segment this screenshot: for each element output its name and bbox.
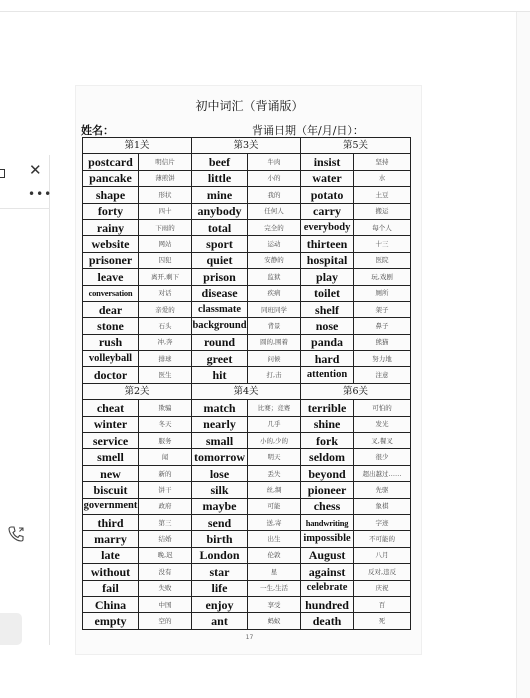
level-header: 第3关 xyxy=(192,138,301,154)
chinese-meaning: 医生 xyxy=(139,367,192,383)
english-word: forty xyxy=(83,203,139,219)
english-word: beyond xyxy=(301,465,354,481)
table-row xyxy=(83,498,411,514)
chinese-meaning: 囚犯 xyxy=(139,252,192,268)
name-field xyxy=(81,122,152,138)
english-word: death xyxy=(301,613,354,629)
chinese-meaning: 离开,剩下 xyxy=(139,269,192,285)
chinese-meaning: 对话 xyxy=(139,285,192,301)
level-header: 第4关 xyxy=(192,383,301,399)
table-row xyxy=(83,285,411,301)
chinese-meaning: 政府 xyxy=(139,498,192,514)
english-word: hard xyxy=(301,351,354,367)
scrollbar[interactable] xyxy=(516,12,530,698)
vocabulary-table xyxy=(82,137,411,630)
chinese-meaning: 疾病 xyxy=(248,285,301,301)
chinese-meaning: 我的 xyxy=(248,187,301,203)
english-word: beef xyxy=(192,154,248,170)
chinese-meaning: 发光 xyxy=(354,416,411,432)
chinese-meaning: 完全的 xyxy=(248,219,301,235)
chinese-meaning: 没有 xyxy=(139,564,192,580)
english-word: little xyxy=(192,170,248,186)
phone-call-icon[interactable] xyxy=(7,525,25,543)
table-row xyxy=(83,252,411,268)
english-word: silk xyxy=(192,482,248,498)
english-word: total xyxy=(192,219,248,235)
table-row xyxy=(83,236,411,252)
chinese-meaning: 几乎 xyxy=(248,416,301,432)
chinese-meaning: 叉,餐叉 xyxy=(354,433,411,449)
table-row xyxy=(83,613,411,629)
chinese-meaning: 明天 xyxy=(248,449,301,465)
chinese-meaning: 形状 xyxy=(139,187,192,203)
table-row xyxy=(83,596,411,612)
chinese-meaning: 医院 xyxy=(354,252,411,268)
chinese-meaning: 安静的 xyxy=(248,252,301,268)
english-word: stone xyxy=(83,318,139,334)
table-row xyxy=(83,154,411,170)
table-row xyxy=(83,449,411,465)
chinese-meaning: 晚,迟 xyxy=(139,547,192,563)
english-word: without xyxy=(83,564,139,580)
chinese-meaning: 出生 xyxy=(248,531,301,547)
chinese-meaning: 亲爱的 xyxy=(139,301,192,317)
english-word: prisoner xyxy=(83,252,139,268)
english-word: biscuit xyxy=(83,482,139,498)
english-word: fork xyxy=(301,433,354,449)
english-word: hit xyxy=(192,367,248,383)
table-row xyxy=(83,514,411,530)
english-word: late xyxy=(83,547,139,563)
chinese-meaning: 不可能的 xyxy=(354,531,411,547)
english-word: leave xyxy=(83,269,139,285)
english-word: classmate xyxy=(192,301,248,317)
table-row xyxy=(83,301,411,317)
english-word: attention xyxy=(301,367,354,383)
english-word: round xyxy=(192,334,248,350)
table-row xyxy=(83,482,411,498)
english-word: nearly xyxy=(192,416,248,432)
chinese-meaning: 运动 xyxy=(248,236,301,252)
chinese-meaning: 石头 xyxy=(139,318,192,334)
table-row xyxy=(83,351,411,367)
panel-action-button[interactable] xyxy=(0,613,22,645)
chinese-meaning: 任何人 xyxy=(248,203,301,219)
chinese-meaning: 打,击 xyxy=(248,367,301,383)
chinese-meaning: 星 xyxy=(248,564,301,580)
english-word: website xyxy=(83,236,139,252)
table-row xyxy=(83,219,411,235)
table-row xyxy=(83,416,411,432)
chinese-meaning: 土豆 xyxy=(354,187,411,203)
english-word: anybody xyxy=(192,203,248,219)
english-word: August xyxy=(301,547,354,563)
english-word: dear xyxy=(83,301,139,317)
chinese-meaning: 冲,奔 xyxy=(139,334,192,350)
english-word: everybody xyxy=(301,219,354,235)
date-label: 背诵日期（年/月/日）： xyxy=(252,124,364,137)
chinese-meaning: 一生,生活 xyxy=(248,580,301,596)
chinese-meaning: 第三 xyxy=(139,514,192,530)
english-word: chess xyxy=(301,498,354,514)
chinese-meaning: 冬天 xyxy=(139,416,192,432)
level-header: 第6关 xyxy=(301,383,411,399)
chinese-meaning: 监狱 xyxy=(248,269,301,285)
chinese-meaning: 牛肉 xyxy=(248,154,301,170)
chinese-meaning: 努力地 xyxy=(354,351,411,367)
english-word: terrible xyxy=(301,400,354,416)
english-word: maybe xyxy=(192,498,248,514)
chinese-meaning: 十三 xyxy=(354,236,411,252)
table-row xyxy=(83,564,411,580)
chinese-meaning: 闻 xyxy=(139,449,192,465)
chinese-meaning: 超出越过…… xyxy=(354,465,411,481)
chinese-meaning: 每个人 xyxy=(354,219,411,235)
english-word: panda xyxy=(301,334,354,350)
chinese-meaning: 字迹 xyxy=(354,514,411,530)
chinese-meaning: 丝,绸 xyxy=(248,482,301,498)
top-toolbar xyxy=(0,0,530,12)
english-word: service xyxy=(83,433,139,449)
chinese-meaning: 明信片 xyxy=(139,154,192,170)
side-panel xyxy=(0,155,53,645)
date-field xyxy=(252,122,402,138)
english-word: smell xyxy=(83,449,139,465)
english-word: shape xyxy=(83,187,139,203)
english-word: shelf xyxy=(301,301,354,317)
english-word: China xyxy=(83,596,139,612)
chinese-meaning: 问候 xyxy=(248,351,301,367)
chinese-meaning: 小的 xyxy=(248,170,301,186)
chinese-meaning: 同班同学 xyxy=(248,301,301,317)
chinese-meaning: 饼干 xyxy=(139,482,192,498)
english-word: rainy xyxy=(83,219,139,235)
chinese-meaning: 反对,违反 xyxy=(354,564,411,580)
chinese-meaning: 搬运 xyxy=(354,203,411,219)
chinese-meaning: 新的 xyxy=(139,465,192,481)
table-row xyxy=(83,531,411,547)
chinese-meaning: 注意 xyxy=(354,367,411,383)
chinese-meaning: 架子 xyxy=(354,301,411,317)
table-row xyxy=(83,187,411,203)
english-word: carry xyxy=(301,203,354,219)
english-word: London xyxy=(192,547,248,563)
chinese-meaning: 水 xyxy=(354,170,411,186)
english-word: greet xyxy=(192,351,248,367)
english-word: play xyxy=(301,269,354,285)
chinese-meaning: 坚持 xyxy=(354,154,411,170)
english-word: pancake xyxy=(83,170,139,186)
english-word: hospital xyxy=(301,252,354,268)
english-word: empty xyxy=(83,613,139,629)
english-word: prison xyxy=(192,269,248,285)
english-word: enjoy xyxy=(192,596,248,612)
chinese-meaning: 小的,少的 xyxy=(248,433,301,449)
chinese-meaning: 死 xyxy=(354,613,411,629)
table-row xyxy=(83,465,411,481)
english-word: conversation xyxy=(83,285,139,301)
english-word: doctor xyxy=(83,367,139,383)
english-word: quiet xyxy=(192,252,248,268)
name-label: 姓名： xyxy=(81,124,114,137)
english-word: send xyxy=(192,514,248,530)
english-word: pioneer xyxy=(301,482,354,498)
english-word: postcard xyxy=(83,154,139,170)
english-word: celebrate xyxy=(301,580,354,596)
english-word: ant xyxy=(192,613,248,629)
english-word: cheat xyxy=(83,400,139,416)
document-title: 初中词汇（背诵版） xyxy=(195,99,304,113)
chinese-meaning: 失败 xyxy=(139,580,192,596)
section-header-row xyxy=(83,138,411,154)
close-icon[interactable]: ✕ xyxy=(29,161,42,179)
chinese-meaning: 背景 xyxy=(248,318,301,334)
table-row xyxy=(83,334,411,350)
english-word: impossible xyxy=(301,531,354,547)
chinese-meaning: 象棋 xyxy=(354,498,411,514)
chinese-meaning: 玩,戏剧 xyxy=(354,269,411,285)
english-word: fail xyxy=(83,580,139,596)
english-word: nose xyxy=(301,318,354,334)
english-word: mine xyxy=(192,187,248,203)
document-page xyxy=(75,85,422,655)
table-row xyxy=(83,203,411,219)
english-word: toilet xyxy=(301,285,354,301)
table-row xyxy=(83,269,411,285)
english-word: shine xyxy=(301,416,354,432)
chinese-meaning: 服务 xyxy=(139,433,192,449)
page-number: 17 xyxy=(245,634,254,641)
chinese-meaning: 百 xyxy=(354,596,411,612)
english-word: hundred xyxy=(301,596,354,612)
chinese-meaning: 欺骗 xyxy=(139,400,192,416)
chinese-meaning: 很少 xyxy=(354,449,411,465)
chinese-meaning: 中国 xyxy=(139,596,192,612)
chinese-meaning: 先驱 xyxy=(354,482,411,498)
english-word: small xyxy=(192,433,248,449)
chinese-meaning: 网站 xyxy=(139,236,192,252)
table-row xyxy=(83,400,411,416)
level-header: 第2关 xyxy=(83,383,192,399)
chinese-meaning: 比赛；竞赛 xyxy=(248,400,301,416)
chinese-meaning: 送,寄 xyxy=(248,514,301,530)
english-word: handwriting xyxy=(301,514,354,530)
chinese-meaning: 四十 xyxy=(139,203,192,219)
english-word: tomorrow xyxy=(192,449,248,465)
chinese-meaning: 蚂蚁 xyxy=(248,613,301,629)
more-options-icon[interactable]: ••• xyxy=(28,187,53,201)
english-word: match xyxy=(192,400,248,416)
chinese-meaning: 薄煎饼 xyxy=(139,170,192,186)
english-word: new xyxy=(83,465,139,481)
table-row xyxy=(83,433,411,449)
chinese-meaning: 空的 xyxy=(139,613,192,629)
chinese-meaning: 熊猫 xyxy=(354,334,411,350)
table-row xyxy=(83,367,411,383)
english-word: star xyxy=(192,564,248,580)
restore-window-icon[interactable] xyxy=(0,165,10,185)
english-word: seldom xyxy=(301,449,354,465)
chinese-meaning: 结婚 xyxy=(139,531,192,547)
section-header-row xyxy=(83,383,411,399)
chinese-meaning: 享受 xyxy=(248,596,301,612)
chinese-meaning: 八月 xyxy=(354,547,411,563)
table-row xyxy=(83,170,411,186)
level-header: 第5关 xyxy=(301,138,411,154)
english-word: thirteen xyxy=(301,236,354,252)
table-row xyxy=(83,318,411,334)
chinese-meaning: 厕所 xyxy=(354,285,411,301)
panel-divider xyxy=(0,208,50,209)
english-word: background xyxy=(192,318,248,334)
english-word: winter xyxy=(83,416,139,432)
table-row xyxy=(83,547,411,563)
english-word: volleyball xyxy=(83,351,139,367)
chinese-meaning: 圆的,围着 xyxy=(248,334,301,350)
english-word: water xyxy=(301,170,354,186)
english-word: sport xyxy=(192,236,248,252)
table-row xyxy=(83,580,411,596)
english-word: life xyxy=(192,580,248,596)
chinese-meaning: 排球 xyxy=(139,351,192,367)
chinese-meaning: 伦敦 xyxy=(248,547,301,563)
chinese-meaning: 下雨的 xyxy=(139,219,192,235)
english-word: insist xyxy=(301,154,354,170)
english-word: birth xyxy=(192,531,248,547)
chinese-meaning: 可能 xyxy=(248,498,301,514)
english-word: lose xyxy=(192,465,248,481)
english-word: rush xyxy=(83,334,139,350)
chinese-meaning: 丢失 xyxy=(248,465,301,481)
english-word: against xyxy=(301,564,354,580)
chinese-meaning: 庆祝 xyxy=(354,580,411,596)
english-word: disease xyxy=(192,285,248,301)
english-word: potato xyxy=(301,187,354,203)
english-word: marry xyxy=(83,531,139,547)
chinese-meaning: 可怕的 xyxy=(354,400,411,416)
english-word: third xyxy=(83,514,139,530)
chinese-meaning: 鼻子 xyxy=(354,318,411,334)
english-word: government xyxy=(83,498,139,514)
level-header: 第1关 xyxy=(83,138,192,154)
